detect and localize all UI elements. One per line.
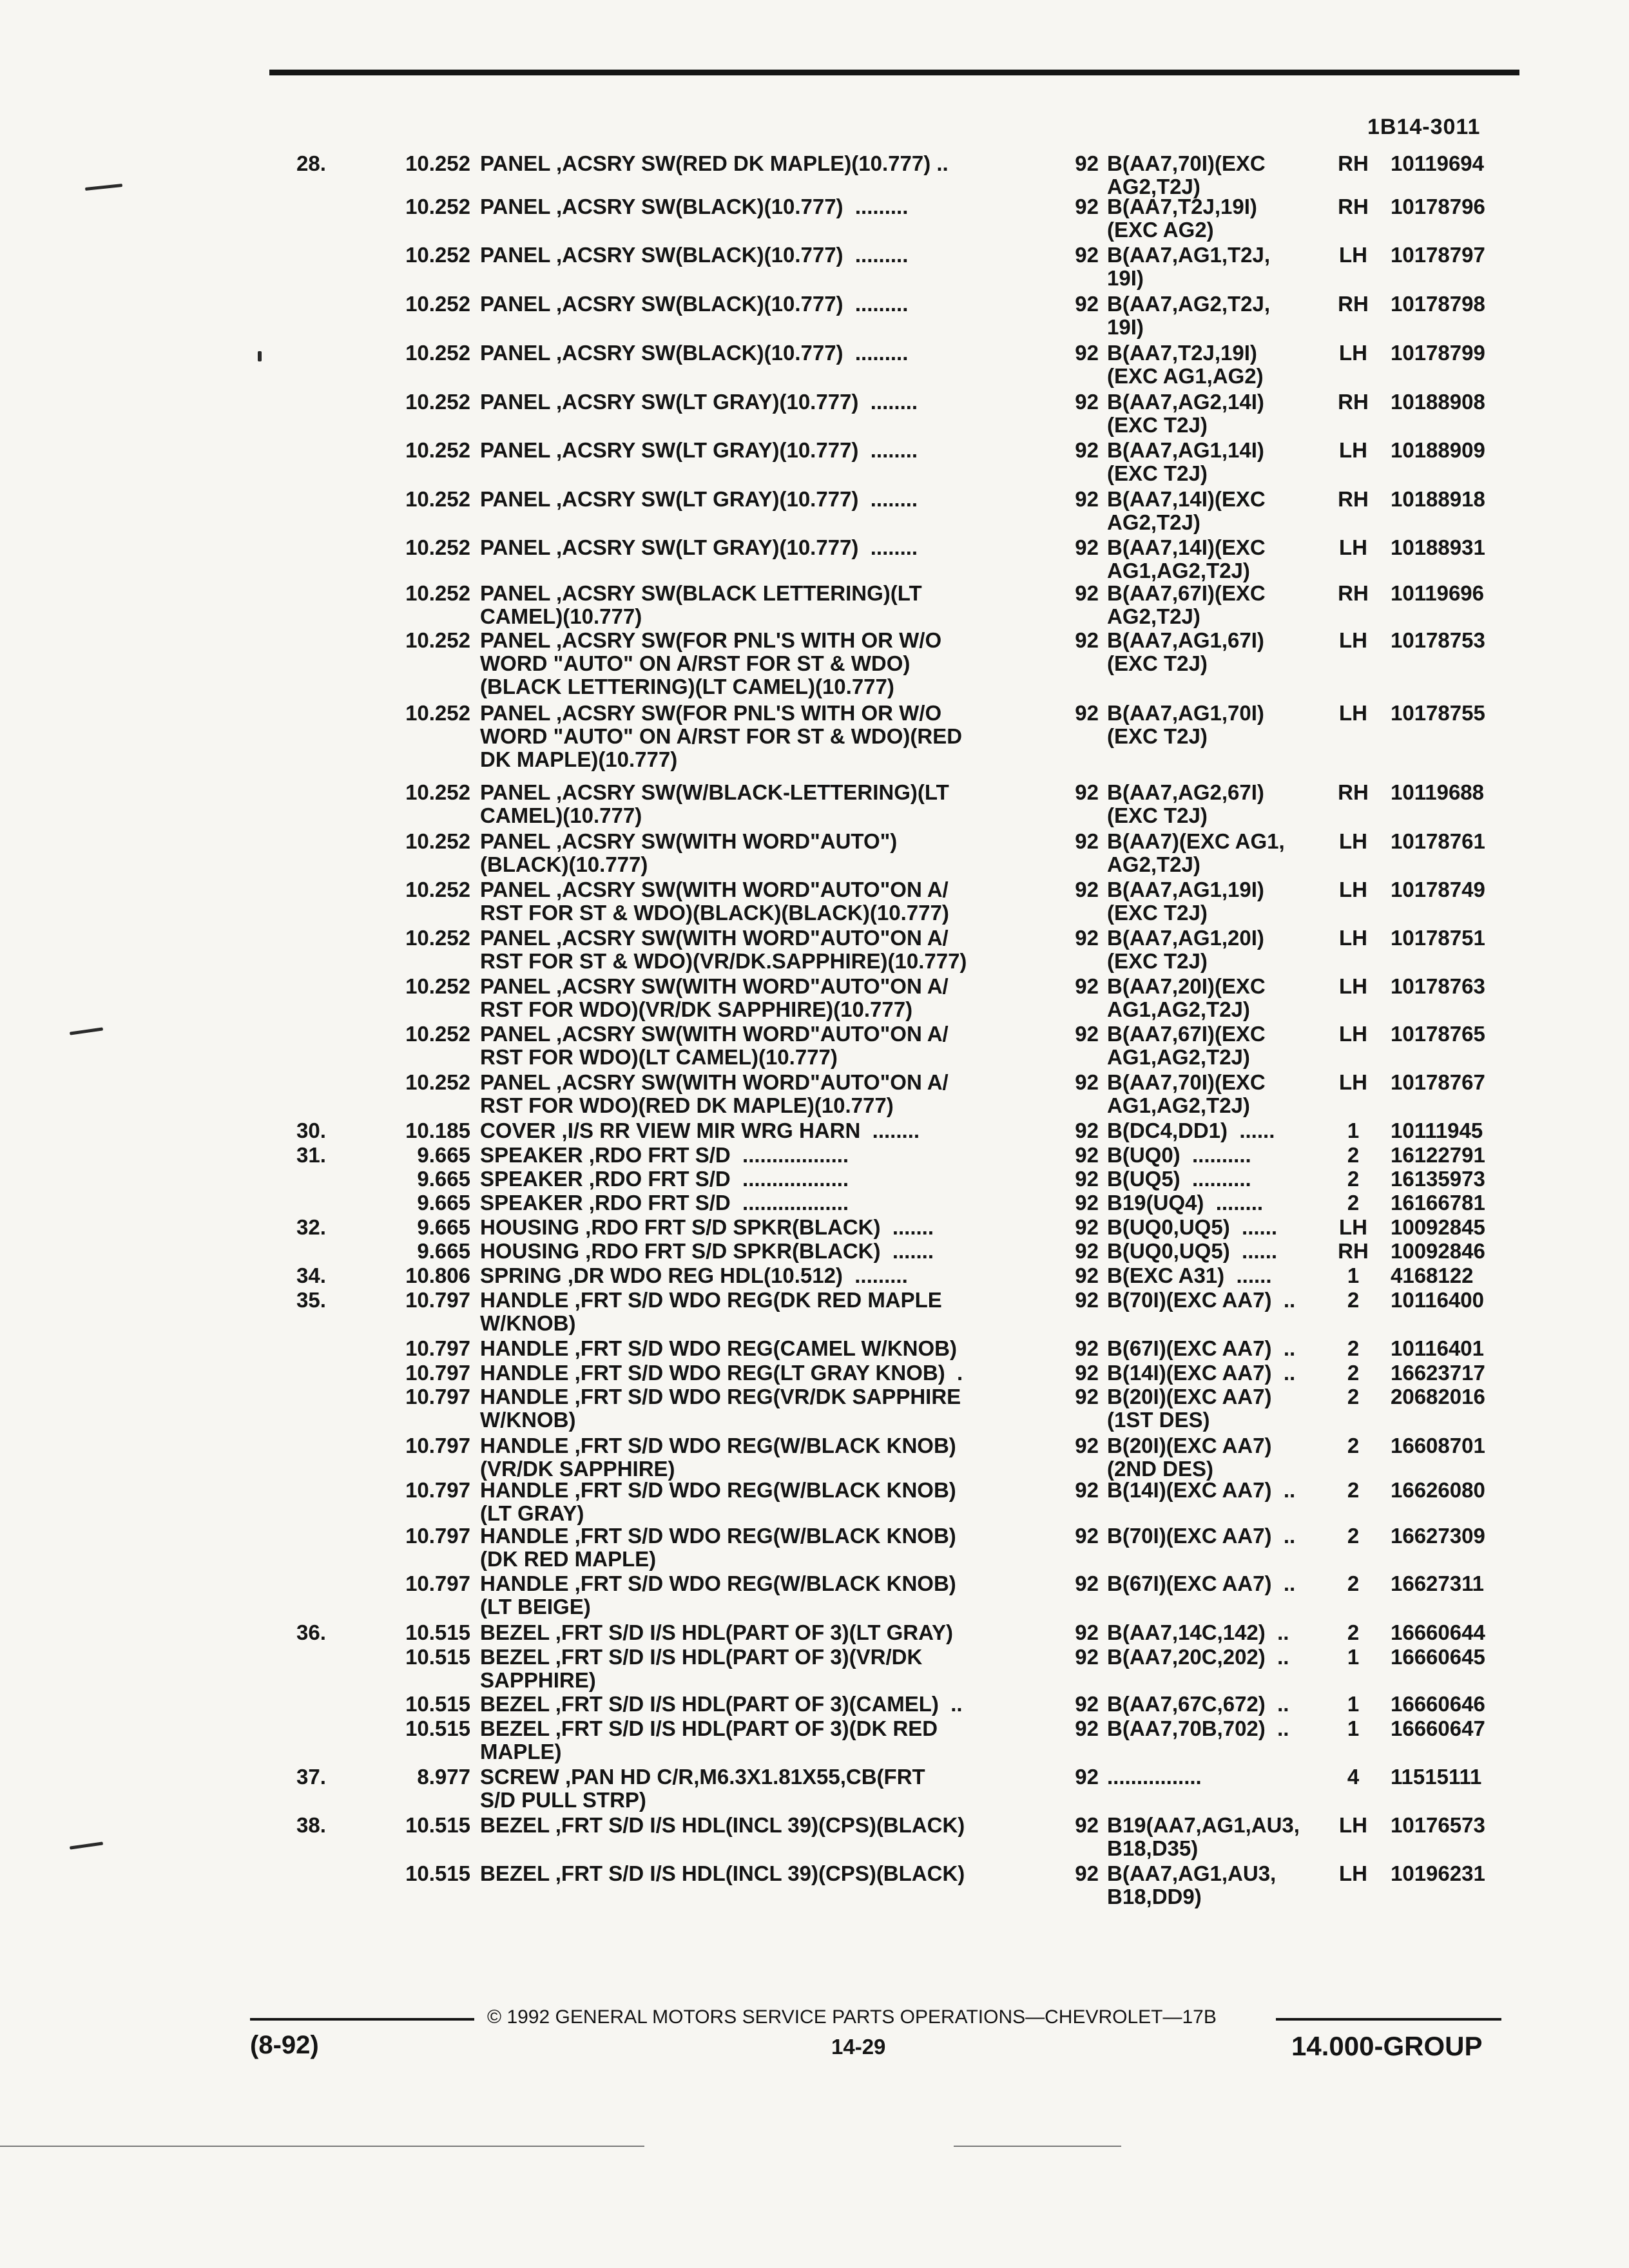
description: BEZEL ,FRT S/D I/S HDL(INCL 39)(CPS)(BLACK) (480, 1813, 965, 1837)
model-usage: B(AA7,14C,142) .. (1107, 1620, 1289, 1644)
model-year: 92 (1075, 243, 1099, 267)
ref-number: 28. (296, 151, 326, 175)
part-number: 10116401 (1391, 1336, 1485, 1360)
group-number: 10.252 (405, 151, 470, 175)
part-number: 10178761 (1391, 829, 1485, 853)
footer-copyright: © 1992 GENERAL MOTORS SERVICE PARTS OPERATIONS—CHEVROLET—17B (487, 2006, 1217, 2028)
model-year: 92 (1075, 878, 1099, 901)
part-number: 10188918 (1391, 487, 1485, 511)
model-usage: B(70I)(EXC AA7) .. (1107, 1288, 1296, 1312)
model-usage: B(70I)(EXC AA7) .. (1107, 1524, 1296, 1548)
model-usage: B(67I)(EXC AA7) .. (1107, 1336, 1296, 1360)
part-number: 10111945 (1391, 1119, 1483, 1142)
description: BEZEL ,FRT S/D I/S HDL(PART OF 3)(LT GRAY) (480, 1620, 953, 1644)
description: BEZEL ,FRT S/D I/S HDL(PART OF 3)(DK RED MAPLE) (480, 1716, 938, 1763)
quantity: LH (1339, 878, 1367, 901)
quantity: 1 (1347, 1692, 1360, 1716)
part-number: 10178767 (1391, 1070, 1485, 1094)
model-usage: B(AA7,T2J,19I) (EXC AG1,AG2) (1107, 341, 1264, 388)
ref-number: 30. (296, 1119, 326, 1142)
group-number: 10.252 (405, 628, 470, 652)
description: HANDLE ,FRT S/D WDO REG(VR/DK SAPPHIRE W/KNOB) (480, 1385, 961, 1432)
quantity: 2 (1347, 1167, 1360, 1191)
description: HANDLE ,FRT S/D WDO REG(W/BLACK KNOB) (LT GRAY) (480, 1478, 956, 1525)
model-usage: B(AA7,67C,672) .. (1107, 1692, 1289, 1716)
part-number: 16627311 (1391, 1571, 1485, 1595)
description: HANDLE ,FRT S/D WDO REG(W/BLACK KNOB) (LT BEIGE) (480, 1571, 956, 1619)
description: PANEL ,ACSRY SW(FOR PNL'S WITH OR W/O WORD "AUTO" ON A/RST FOR ST & WDO)(RED DK MAPLE)(10.777) (480, 701, 963, 771)
footer-date-code: (8-92) (250, 2031, 319, 2059)
quantity: 2 (1347, 1478, 1360, 1502)
model-usage: B(20I)(EXC AA7) (1ST DES) (1107, 1385, 1272, 1432)
footer-page-number: 14-29 (831, 2035, 886, 2059)
model-year: 92 (1075, 1336, 1099, 1360)
part-number: 16626080 (1391, 1478, 1485, 1502)
model-year: 92 (1075, 780, 1099, 804)
model-usage: B(AA7,67I)(EXC AG1,AG2,T2J) (1107, 1022, 1266, 1069)
quantity: RH (1338, 151, 1369, 175)
model-usage: B(AA7,14I)(EXC AG2,T2J) (1107, 487, 1266, 534)
scan-edge-line (0, 2146, 644, 2147)
model-year: 92 (1075, 1385, 1099, 1408)
model-usage: B(AA7,20C,202) .. (1107, 1645, 1289, 1669)
group-number: 10.797 (405, 1385, 470, 1408)
quantity: 2 (1347, 1434, 1360, 1457)
model-usage: B(AA7,T2J,19I) (EXC AG2) (1107, 195, 1257, 242)
quantity: LH (1339, 1022, 1367, 1046)
group-number: 10.252 (405, 438, 470, 462)
description: HANDLE ,FRT S/D WDO REG(W/BLACK KNOB) (VR/DK SAPPHIRE) (480, 1434, 956, 1481)
group-number: 10.252 (405, 341, 470, 365)
group-number: 10.797 (405, 1434, 470, 1457)
model-year: 92 (1075, 1022, 1099, 1046)
quantity: RH (1338, 780, 1369, 804)
model-year: 92 (1075, 1478, 1099, 1502)
page-code: 1B14-3011 (1367, 115, 1481, 139)
group-number: 10.252 (405, 243, 470, 267)
description: BEZEL ,FRT S/D I/S HDL(PART OF 3)(VR/DK SAPPHIRE) (480, 1645, 923, 1692)
part-number: 10178755 (1391, 701, 1485, 725)
part-number: 16660645 (1391, 1645, 1485, 1669)
margin-mark (70, 1027, 103, 1035)
model-year: 92 (1075, 628, 1099, 652)
model-year: 92 (1075, 341, 1099, 365)
description: PANEL ,ACSRY SW(RED DK MAPLE)(10.777) .. (480, 151, 949, 175)
group-number: 10.252 (405, 535, 470, 559)
description: PANEL ,ACSRY SW(WITH WORD"AUTO"ON A/ RST FOR WDO)(VR/DK SAPPHIRE)(10.777) (480, 974, 949, 1021)
ref-number: 31. (296, 1143, 326, 1167)
description: PANEL ,ACSRY SW(BLACK)(10.777) ......... (480, 341, 909, 365)
quantity: LH (1339, 341, 1367, 365)
part-number: 10178749 (1391, 878, 1485, 901)
quantity: 1 (1347, 1119, 1360, 1142)
model-year: 92 (1075, 1167, 1099, 1191)
model-year: 92 (1075, 1239, 1099, 1263)
quantity: 1 (1347, 1264, 1360, 1287)
part-number: 10188908 (1391, 390, 1485, 414)
part-number: 10119688 (1391, 780, 1485, 804)
part-number: 10178753 (1391, 628, 1485, 652)
ref-number: 36. (296, 1620, 326, 1644)
description: PANEL ,ACSRY SW(LT GRAY)(10.777) ........ (480, 487, 918, 511)
model-year: 92 (1075, 1692, 1099, 1716)
part-number: 10176573 (1391, 1813, 1485, 1837)
part-number: 10116400 (1391, 1288, 1485, 1312)
quantity: 1 (1347, 1716, 1360, 1740)
quantity: 2 (1347, 1336, 1360, 1360)
model-usage: B19(UQ4) ........ (1107, 1191, 1264, 1215)
quantity: LH (1339, 1215, 1367, 1239)
quantity: 2 (1347, 1191, 1360, 1215)
model-usage: B(AA7,70I)(EXC AG2,T2J) (1107, 151, 1266, 198)
ref-number: 32. (296, 1215, 326, 1239)
model-year: 92 (1075, 390, 1099, 414)
description: PANEL ,ACSRY SW(BLACK)(10.777) ......... (480, 195, 909, 218)
part-number: 16660644 (1391, 1620, 1485, 1644)
model-usage: B(AA7,14I)(EXC AG1,AG2,T2J) (1107, 535, 1266, 582)
ref-number: 37. (296, 1765, 326, 1789)
model-year: 92 (1075, 1645, 1099, 1669)
model-usage: B(DC4,DD1) ...... (1107, 1119, 1275, 1142)
group-number: 10.515 (405, 1620, 470, 1644)
group-number: 10.797 (405, 1524, 470, 1548)
group-number: 9.665 (417, 1215, 470, 1239)
model-usage: B(AA7,AG2,67I) (EXC T2J) (1107, 780, 1264, 827)
group-number: 9.665 (417, 1191, 470, 1215)
group-number: 10.252 (405, 701, 470, 725)
description: HOUSING ,RDO FRT S/D SPKR(BLACK) ....... (480, 1239, 934, 1263)
margin-mark (85, 184, 122, 191)
group-number: 10.252 (405, 878, 470, 901)
model-year: 92 (1075, 535, 1099, 559)
model-year: 92 (1075, 1716, 1099, 1740)
model-usage: B(AA7,AG1,AU3, B18,DD9) (1107, 1861, 1277, 1908)
part-number: 16135973 (1391, 1167, 1485, 1191)
part-number: 10119696 (1391, 581, 1485, 605)
group-number: 10.252 (405, 1070, 470, 1094)
description: PANEL ,ACSRY SW(WITH WORD"AUTO"ON A/ RST FOR ST & WDO)(BLACK)(BLACK)(10.777) (480, 878, 949, 925)
part-number: 10178751 (1391, 926, 1485, 950)
description: PANEL ,ACSRY SW(WITH WORD"AUTO"ON A/ RST FOR WDO)(RED DK MAPLE)(10.777) (480, 1070, 949, 1117)
quantity: LH (1339, 1861, 1367, 1885)
model-year: 92 (1075, 1143, 1099, 1167)
quantity: LH (1339, 926, 1367, 950)
model-usage: B(AA7,AG2,14I) (EXC T2J) (1107, 390, 1264, 437)
part-number: 16660646 (1391, 1692, 1485, 1716)
quantity: RH (1338, 292, 1369, 316)
quantity: RH (1338, 487, 1369, 511)
group-number: 10.515 (405, 1861, 470, 1885)
group-number: 10.515 (405, 1692, 470, 1716)
group-number: 10.797 (405, 1361, 470, 1385)
quantity: 1 (1347, 1645, 1360, 1669)
part-number: 16660647 (1391, 1716, 1485, 1740)
part-number: 16627309 (1391, 1524, 1485, 1548)
description: PANEL ,ACSRY SW(W/BLACK-LETTERING)(LT CAMEL)(10.777) (480, 780, 949, 827)
scan-edge-line (954, 2146, 1121, 2147)
model-year: 92 (1075, 1361, 1099, 1385)
model-year: 92 (1075, 1620, 1099, 1644)
quantity: 2 (1347, 1361, 1360, 1385)
part-number: 4168122 (1391, 1264, 1474, 1287)
group-number: 10.797 (405, 1336, 470, 1360)
part-number: 10178798 (1391, 292, 1485, 316)
quantity: 2 (1347, 1571, 1360, 1595)
model-year: 92 (1075, 1434, 1099, 1457)
description: HANDLE ,FRT S/D WDO REG(CAMEL W/KNOB) (480, 1336, 958, 1360)
model-year: 92 (1075, 701, 1099, 725)
quantity: 2 (1347, 1385, 1360, 1408)
model-usage: B(UQ0,UQ5) ...... (1107, 1215, 1278, 1239)
quantity: 2 (1347, 1288, 1360, 1312)
model-year: 92 (1075, 1813, 1099, 1837)
model-usage: B(AA7)(EXC AG1, AG2,T2J) (1107, 829, 1285, 876)
description: HANDLE ,FRT S/D WDO REG(W/BLACK KNOB) (DK RED MAPLE) (480, 1524, 956, 1571)
model-year: 92 (1075, 438, 1099, 462)
description: PANEL ,ACSRY SW(LT GRAY)(10.777) ........ (480, 438, 918, 462)
margin-mark (258, 351, 262, 361)
ref-number: 34. (296, 1264, 326, 1287)
group-number: 9.665 (417, 1239, 470, 1263)
model-usage: B(14I)(EXC AA7) .. (1107, 1478, 1296, 1502)
part-number: 10178796 (1391, 195, 1485, 218)
top-rule (269, 70, 1519, 75)
model-year: 92 (1075, 926, 1099, 950)
part-number: 16122791 (1391, 1143, 1485, 1167)
description: PANEL ,ACSRY SW(WITH WORD"AUTO"ON A/ RST FOR ST & WDO)(VR/DK.SAPPHIRE)(10.777) (480, 926, 967, 973)
part-number: 10119694 (1391, 151, 1485, 175)
description: BEZEL ,FRT S/D I/S HDL(PART OF 3)(CAMEL) .. (480, 1692, 963, 1716)
quantity: RH (1338, 1239, 1369, 1263)
part-number: 10188909 (1391, 438, 1485, 462)
group-number: 10.515 (405, 1813, 470, 1837)
quantity: 2 (1347, 1620, 1360, 1644)
group-number: 10.252 (405, 780, 470, 804)
description: PANEL ,ACSRY SW(BLACK)(10.777) ......... (480, 243, 909, 267)
description: PANEL ,ACSRY SW(LT GRAY)(10.777) ........ (480, 535, 918, 559)
part-number: 10178765 (1391, 1022, 1485, 1046)
group-number: 10.797 (405, 1571, 470, 1595)
group-number: 10.252 (405, 390, 470, 414)
model-usage: B(AA7,70I)(EXC AG1,AG2,T2J) (1107, 1070, 1266, 1117)
description: COVER ,I/S RR VIEW MIR WRG HARN ........ (480, 1119, 920, 1142)
model-usage: B(AA7,67I)(EXC AG2,T2J) (1107, 581, 1266, 628)
part-number: 10178763 (1391, 974, 1485, 998)
model-usage: B(AA7,AG1,70I) (EXC T2J) (1107, 701, 1264, 748)
description: SPEAKER ,RDO FRT S/D .................. (480, 1191, 849, 1215)
model-usage: B(14I)(EXC AA7) .. (1107, 1361, 1296, 1385)
group-number: 10.252 (405, 292, 470, 316)
quantity: LH (1339, 438, 1367, 462)
quantity: LH (1339, 628, 1367, 652)
model-usage: B(AA7,AG2,T2J, 19I) (1107, 292, 1271, 339)
model-year: 92 (1075, 1765, 1099, 1789)
group-number: 10.252 (405, 1022, 470, 1046)
model-usage: B19(AA7,AG1,AU3, B18,D35) (1107, 1813, 1300, 1860)
description: PANEL ,ACSRY SW(BLACK LETTERING)(LT CAMEL)(10.777) (480, 581, 922, 628)
quantity: LH (1339, 535, 1367, 559)
model-usage: B(AA7,20I)(EXC AG1,AG2,T2J) (1107, 974, 1266, 1021)
group-number: 9.665 (417, 1167, 470, 1191)
quantity: RH (1338, 195, 1369, 218)
model-usage: ................ (1107, 1765, 1202, 1789)
description: HANDLE ,FRT S/D WDO REG(LT GRAY KNOB) . (480, 1361, 963, 1385)
model-usage: B(AA7,AG1,T2J, 19I) (1107, 243, 1271, 290)
part-number: 10178799 (1391, 341, 1485, 365)
model-usage: B(67I)(EXC AA7) .. (1107, 1571, 1296, 1595)
description: SPRING ,DR WDO REG HDL(10.512) ......... (480, 1264, 908, 1287)
model-year: 92 (1075, 829, 1099, 853)
part-number: 16623717 (1391, 1361, 1485, 1385)
part-number: 10092845 (1391, 1215, 1485, 1239)
part-number: 16166781 (1391, 1191, 1485, 1215)
model-usage: B(20I)(EXC AA7) (2ND DES) (1107, 1434, 1272, 1481)
part-number: 10188931 (1391, 535, 1485, 559)
model-year: 92 (1075, 151, 1099, 175)
quantity: RH (1338, 581, 1369, 605)
ref-number: 38. (296, 1813, 326, 1837)
group-number: 10.515 (405, 1716, 470, 1740)
group-number: 10.252 (405, 195, 470, 218)
model-usage: B(EXC A31) ...... (1107, 1264, 1272, 1287)
model-year: 92 (1075, 1070, 1099, 1094)
description: PANEL ,ACSRY SW(FOR PNL'S WITH OR W/O WORD "AUTO" ON A/RST FOR ST & WDO) (BLACK LETTERING)(LT CAMEL)(10.777) (480, 628, 942, 698)
model-usage: B(UQ0) .......... (1107, 1143, 1251, 1167)
quantity: RH (1338, 390, 1369, 414)
quantity: 2 (1347, 1524, 1360, 1548)
group-number: 10.797 (405, 1478, 470, 1502)
part-number: 20682016 (1391, 1385, 1485, 1408)
quantity: LH (1339, 701, 1367, 725)
group-number: 10.185 (405, 1119, 470, 1142)
footer-group: 14.000-GROUP (1291, 2031, 1483, 2061)
description: PANEL ,ACSRY SW(WITH WORD"AUTO"ON A/ RST FOR WDO)(LT CAMEL)(10.777) (480, 1022, 949, 1069)
description: BEZEL ,FRT S/D I/S HDL(INCL 39)(CPS)(BLACK) (480, 1861, 965, 1885)
model-year: 92 (1075, 581, 1099, 605)
model-year: 92 (1075, 1861, 1099, 1885)
model-usage: B(AA7,AG1,20I) (EXC T2J) (1107, 926, 1264, 973)
part-number: 10092846 (1391, 1239, 1485, 1263)
model-year: 92 (1075, 292, 1099, 316)
group-number: 10.252 (405, 487, 470, 511)
footer-rule-left (250, 2018, 474, 2021)
description: PANEL ,ACSRY SW(WITH WORD"AUTO") (BLACK)(10.777) (480, 829, 898, 876)
group-number: 9.665 (417, 1143, 470, 1167)
group-number: 10.515 (405, 1645, 470, 1669)
quantity: LH (1339, 974, 1367, 998)
model-usage: B(AA7,70B,702) .. (1107, 1716, 1289, 1740)
quantity: 4 (1347, 1765, 1360, 1789)
model-year: 92 (1075, 974, 1099, 998)
quantity: LH (1339, 1813, 1367, 1837)
group-number: 10.806 (405, 1264, 470, 1287)
model-year: 92 (1075, 1215, 1099, 1239)
model-year: 92 (1075, 1571, 1099, 1595)
part-number: 16608701 (1391, 1434, 1485, 1457)
model-usage: B(AA7,AG1,14I) (EXC T2J) (1107, 438, 1264, 485)
description: HANDLE ,FRT S/D WDO REG(DK RED MAPLE W/KNOB) (480, 1288, 942, 1335)
group-number: 10.252 (405, 974, 470, 998)
description: SPEAKER ,RDO FRT S/D .................. (480, 1143, 849, 1167)
footer (0, 1997, 1629, 2088)
model-year: 92 (1075, 1524, 1099, 1548)
group-number: 8.977 (417, 1765, 470, 1789)
margin-mark (70, 1841, 103, 1849)
part-number: 10178797 (1391, 243, 1485, 267)
description: HOUSING ,RDO FRT S/D SPKR(BLACK) ....... (480, 1215, 934, 1239)
model-year: 92 (1075, 1288, 1099, 1312)
model-usage: B(UQ5) .......... (1107, 1167, 1251, 1191)
description: SCREW ,PAN HD C/R,M6.3X1.81X55,CB(FRT S/D PULL STRP) (480, 1765, 925, 1812)
quantity: LH (1339, 829, 1367, 853)
model-usage: B(AA7,AG1,19I) (EXC T2J) (1107, 878, 1264, 925)
model-year: 92 (1075, 487, 1099, 511)
quantity: LH (1339, 243, 1367, 267)
part-number: 10196231 (1391, 1861, 1485, 1885)
model-year: 92 (1075, 1119, 1099, 1142)
footer-rule-right (1276, 2018, 1501, 2021)
description: PANEL ,ACSRY SW(BLACK)(10.777) ......... (480, 292, 909, 316)
group-number: 10.797 (405, 1288, 470, 1312)
ref-number: 35. (296, 1288, 326, 1312)
quantity: LH (1339, 1070, 1367, 1094)
group-number: 10.252 (405, 926, 470, 950)
quantity: 2 (1347, 1143, 1360, 1167)
model-usage: B(AA7,AG1,67I) (EXC T2J) (1107, 628, 1264, 675)
group-number: 10.252 (405, 581, 470, 605)
model-year: 92 (1075, 1264, 1099, 1287)
group-number: 10.252 (405, 829, 470, 853)
model-usage: B(UQ0,UQ5) ...... (1107, 1239, 1278, 1263)
model-year: 92 (1075, 1191, 1099, 1215)
part-number: 11515111 (1391, 1765, 1482, 1789)
model-year: 92 (1075, 195, 1099, 218)
description: PANEL ,ACSRY SW(LT GRAY)(10.777) ........ (480, 390, 918, 414)
description: SPEAKER ,RDO FRT S/D .................. (480, 1167, 849, 1191)
